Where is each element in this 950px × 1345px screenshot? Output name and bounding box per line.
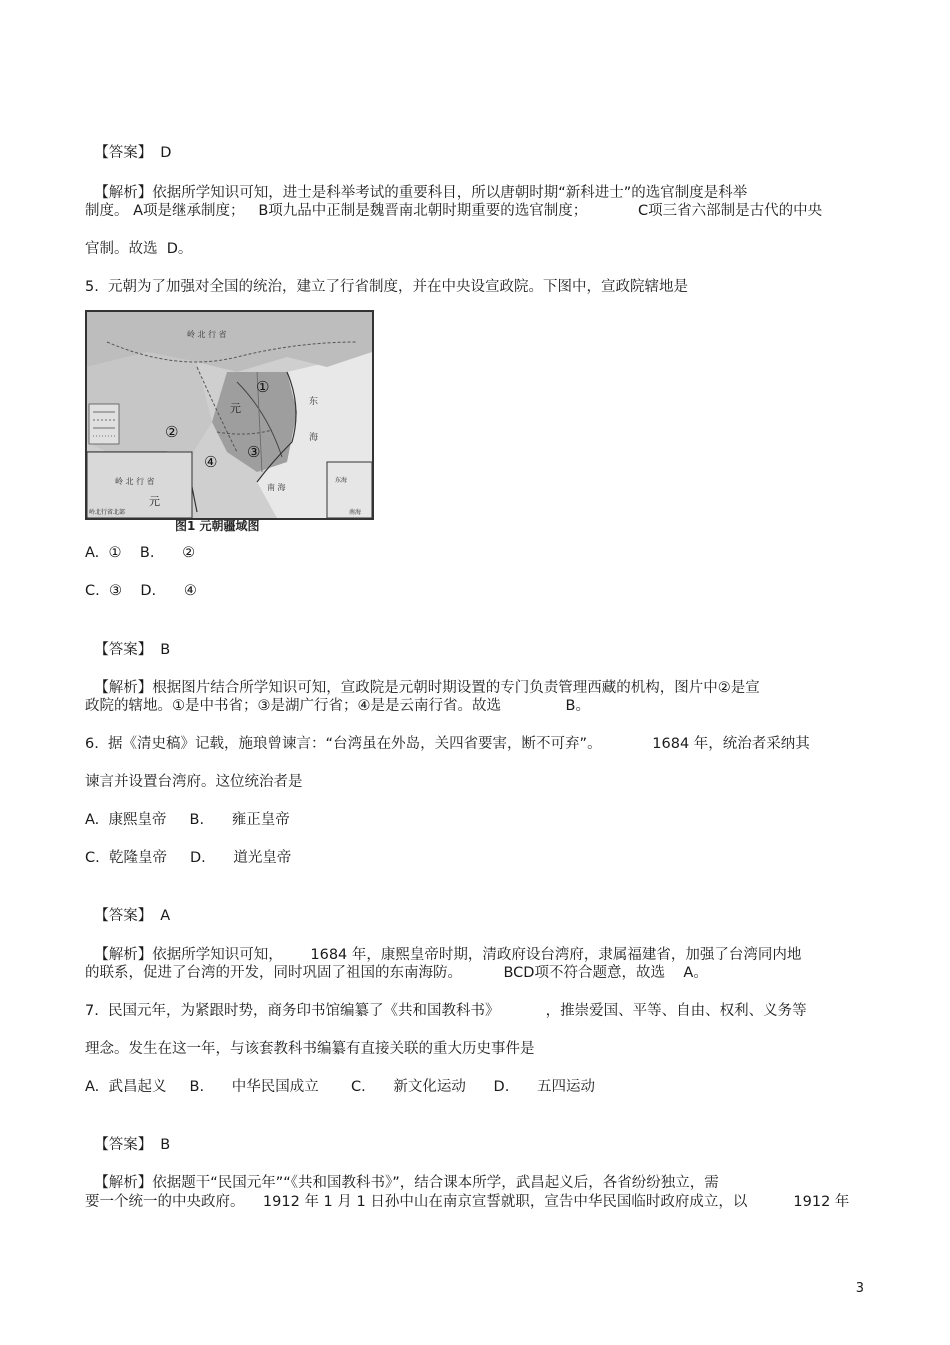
map-label-north: 岭 北 行 省 xyxy=(187,330,227,339)
q4-analysis-line2: 制度。 A项是继承制度； B项九品中正制是魏晋南北朝时期重要的选官制度； C项三省六部制是古代的中央 xyxy=(85,203,823,219)
q5-question: 5. 元朝为了加强对全国的统治，建立了行省制度，并在中央设宣政院。下图中，宣政院辖地是 xyxy=(85,279,689,295)
q6-options-line1: A. 康熙皇帝 B. 雍正皇帝 xyxy=(85,812,290,828)
q5-answer xyxy=(85,620,170,660)
q4-analysis-line1: 【解析】依据所学知识可知，进士是科举考试的重要科目，所以唐朝时期“新科进士”的选官制度是科举 xyxy=(94,185,748,201)
map-label-sea1: 东 xyxy=(309,397,319,407)
q5-analysis-line1: 【解析】根据图片结合所学知识可知，宣政院是元朝时期设置的专门负责管理西藏的机构，图片中②是宣 xyxy=(94,680,760,696)
q7-analysis-line1: 【解析】依据题干“民国元年”“《共和国教科书》”，结合课本所学，武昌起义后，各省纷纷独立，需 xyxy=(94,1175,719,1191)
map-marker-4: ④ xyxy=(204,453,218,471)
answer-value: A xyxy=(160,908,171,924)
answer-value: B xyxy=(160,642,171,658)
q5-analysis-line2: 政院的辖地。①是中书省；③是湖广行省；④是是云南行省。故选 B。 xyxy=(85,698,590,714)
q6-answer xyxy=(85,886,170,926)
q7-question-line2: 理念。发生在这一年，与该套教科书编纂有直接关联的重大历史事件是 xyxy=(85,1041,535,1057)
analysis-label: 【解析】 xyxy=(94,947,153,963)
map-inset-left-label: 岭北行省北部 xyxy=(89,509,126,516)
q7-analysis-line2: 要一个统一的中央政府。 1912 年 1 月 1 日孙中山在南京宣誓就职，宣告中华民国临时政府成立，以 1912 年 xyxy=(85,1194,850,1210)
analysis-label: 【解析】 xyxy=(94,185,153,201)
analysis-label: 【解析】 xyxy=(94,1175,153,1191)
answer-value: D xyxy=(160,145,172,161)
page-number: 3 xyxy=(855,1281,864,1296)
q6-question-line1: 6. 据《清史稿》记载，施琅曾谏言：“台湾虽在外岛，关四省要害，断不可弃”。 1684 年，统治者采纳其 xyxy=(85,736,810,752)
map-inset-right-label: 南海 xyxy=(349,509,362,516)
q7-answer xyxy=(85,1115,170,1155)
map-inset-sea-label: 东海 xyxy=(335,477,348,484)
map-marker-1: ① xyxy=(256,378,270,396)
q6-question-line2: 谏言并设置台湾府。这位统治者是 xyxy=(85,774,303,790)
map-marker-3: ③ xyxy=(247,443,261,461)
map-label-sea3: 南 海 xyxy=(267,483,286,492)
q5-options-line1: A. ① B. ② xyxy=(85,545,196,561)
map-marker-2: ② xyxy=(165,423,179,441)
q6-analysis-line2: 的联系，促进了台湾的开发，同时巩固了祖国的东南海防。 BCD项不符合题意，故选 A。 xyxy=(85,965,708,981)
map-label-sea2: 海 xyxy=(309,433,319,443)
q6-analysis-line1: 【解析】依据所学知识可知， 1684 年，康熙皇帝时期，清政府设台湾府，隶属福建省，加强了台湾同内地 xyxy=(94,947,802,963)
map-label-yuan: 元 xyxy=(230,402,241,415)
map-caption: 图1 元朝疆域图 xyxy=(175,519,260,533)
answer-label: 【答案】 xyxy=(94,1137,153,1153)
q6-options-line2: C. 乾隆皇帝 D. 道光皇帝 xyxy=(85,850,292,866)
answer-label: 【答案】 xyxy=(94,145,153,161)
map-label-south-yuan: 元 xyxy=(149,495,160,508)
answer-value: B xyxy=(160,1137,171,1153)
analysis-label: 【解析】 xyxy=(94,680,153,696)
yuan-dynasty-map xyxy=(85,310,374,520)
q4-answer xyxy=(85,123,171,163)
q4-analysis-line3: 官制。故选 D。 xyxy=(85,241,193,257)
map-label-south-region: 岭 北 行 省 xyxy=(115,477,155,486)
q5-options-line2: C. ③ D. ④ xyxy=(85,583,197,599)
q7-question-line1: 7. 民国元年，为紧跟时势，商务印书馆编纂了《共和国教科书》 ，推崇爱国、平等、自由、权利、义务等 xyxy=(85,1003,807,1019)
q7-options-line1: A. 武昌起义 B. 中华民国成立 C. 新文化运动 D. 五四运动 xyxy=(85,1079,595,1095)
answer-label: 【答案】 xyxy=(94,642,153,658)
answer-label: 【答案】 xyxy=(94,908,153,924)
